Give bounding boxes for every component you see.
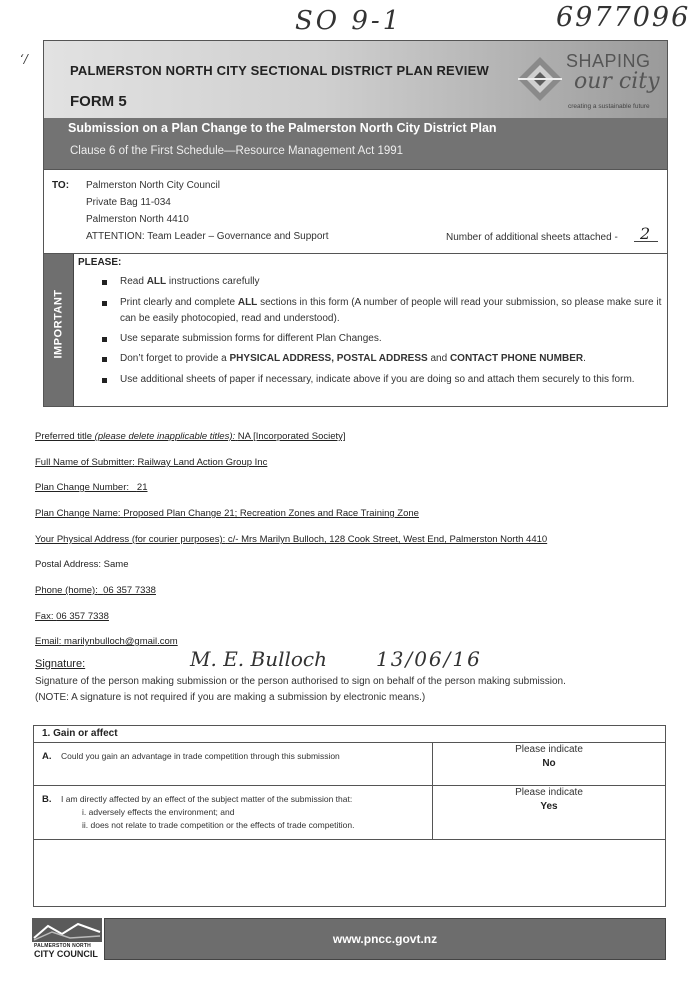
instruction-item: Use additional sheets of paper if necessary, indicate above if you are doing so and attach them securely to this form. (120, 374, 635, 385)
indicate-label: Please indicate (515, 744, 583, 755)
shaping-our-city-logo (516, 49, 666, 115)
plan-change-number-field[interactable] (35, 482, 148, 493)
plan-change-name-field[interactable] (35, 508, 419, 519)
handwritten-reference-a: SO 9-1 (295, 6, 403, 36)
submitter-name-label: Full Name of Submitter: (35, 457, 135, 468)
council-name-line2: CITY COUNCIL (34, 949, 98, 959)
preferred-title-label: Preferred title (35, 431, 93, 442)
submitter-name-value: Railway Land Action Group Inc (137, 457, 268, 468)
instruction-item: Use separate submission forms for different Plan Changes. (120, 333, 382, 344)
logo-text-top: SHAPING (566, 51, 651, 71)
postal-address-label: Postal Address: (35, 559, 102, 570)
email-label: Email: (35, 636, 62, 647)
gain-table-header (34, 726, 665, 743)
fax-value: 06 357 7338 (56, 611, 109, 622)
instruction-item: Read ALL instructions carefully (120, 276, 260, 287)
to-line: Palmerston North City Council (86, 180, 220, 191)
postal-address-value: Same (103, 559, 129, 570)
please-heading: PLEASE: (78, 257, 122, 268)
handwritten-date[interactable]: 13/06/16 (376, 647, 482, 671)
handwritten-margin-mark: ʻ/ (20, 52, 28, 66)
handwritten-reference-b: 6977096 (556, 2, 691, 33)
important-side-tab (44, 254, 74, 406)
question-letter: A. (42, 751, 52, 762)
footer (30, 916, 666, 961)
plan-change-name-label: Plan Change Name: (35, 508, 121, 519)
logo-tagline: creating a sustainable future (568, 103, 650, 110)
physical-address-label: Your Physical Address (for courier purposes): (35, 534, 226, 545)
website-link[interactable]: www.pncc.govt.nz (332, 932, 438, 946)
bullet-icon (102, 357, 107, 362)
plan-change-name-value: Proposed Plan Change 21; Recreation Zones and Race Training Zone (123, 508, 419, 519)
postal-address-field[interactable] (35, 559, 128, 570)
council-logo-mark-icon (32, 918, 102, 942)
fax-field[interactable] (35, 611, 109, 622)
answer-a[interactable]: No (542, 758, 556, 769)
instruction-item: Print clearly and complete ALL sections in this form (A number of people will read your submission, so please make sure it can be easily photocopied, read and understood). (120, 297, 662, 324)
blank-comment-area[interactable] (34, 840, 665, 906)
footer-bar (104, 918, 666, 960)
plan-change-number-value: 21 (136, 482, 148, 493)
fax-label: Fax: (35, 611, 54, 622)
bullet-icon (102, 378, 107, 383)
gain-or-affect-table (33, 725, 666, 907)
important-label: IMPORTANT (52, 289, 65, 359)
form-title: Submission on a Plan Change to the Palmerston North City District Plan (68, 121, 497, 135)
form-subtitle: Clause 6 of the First Schedule—Resource Management Act 1991 (70, 145, 404, 157)
submitter-name-field[interactable] (35, 457, 267, 468)
preferred-title-value: NA [Incorporated Society] (237, 431, 346, 442)
bullet-icon (102, 301, 107, 306)
question-text: Could you gain an advantage in trade competition through this submission (61, 751, 340, 761)
question-text: I am directly affected by an effect of the subject matter of the submission that: (61, 794, 353, 804)
question-sub-item: i. adversely effects the environment; and (82, 807, 235, 817)
question-letter: B. (42, 794, 52, 805)
additional-sheets-underline (634, 241, 658, 242)
council-logo (30, 916, 104, 961)
logo-text-mid: our city (574, 69, 660, 94)
signature-electronic-note: (NOTE: A signature is not required if you are making a submission by electronic means.) (35, 692, 426, 703)
handwritten-signature[interactable]: M. E. Bulloch (190, 647, 328, 671)
to-label: TO: (52, 180, 70, 191)
gain-table-title: 1. Gain or affect (42, 728, 118, 739)
physical-address-field[interactable] (35, 534, 547, 545)
to-block (43, 170, 668, 254)
additional-sheets-value[interactable]: 2 (640, 224, 651, 243)
form-number: FORM 5 (70, 93, 127, 110)
plan-change-number-label: Plan Change Number: (35, 482, 129, 493)
phone-field[interactable] (35, 585, 156, 596)
question-row-b (34, 786, 665, 840)
phone-value: 06 357 7338 (103, 585, 156, 596)
question-row-a (34, 742, 665, 786)
email-value: marilynbulloch@gmail.com (64, 636, 178, 647)
council-name-line1: PALMERSTON NORTH (34, 943, 91, 949)
additional-sheets-label: Number of additional sheets attached - (446, 232, 618, 243)
form-header (43, 40, 668, 170)
bullet-icon (102, 280, 107, 285)
physical-address-value: c/- Mrs Marilyn Bulloch, 128 Cook Street, West End, Palmerston North 4410 (227, 534, 548, 545)
bullet-icon (102, 337, 107, 342)
answer-b[interactable]: Yes (540, 801, 558, 812)
phone-label: Phone (home): (35, 585, 98, 596)
important-block (43, 253, 668, 407)
indicate-label: Please indicate (515, 787, 583, 798)
logo-mark-icon (516, 55, 564, 103)
to-line: Palmerston North 4410 (86, 214, 189, 225)
signature-note: Signature of the person making submission or the person authorised to sign on behalf of the person making submission. (35, 676, 566, 687)
question-sub-item: ii. does not relate to trade competition or the effects of trade competition. (82, 820, 355, 830)
instruction-item: Don’t forget to provide a PHYSICAL ADDRESS, POSTAL ADDRESS and CONTACT PHONE NUMBER. (120, 353, 586, 364)
preferred-title-field[interactable] (35, 431, 346, 442)
preferred-title-hint: (please delete inapplicable titles): (94, 431, 236, 442)
email-field[interactable] (35, 636, 178, 647)
signature-label: Signature: (35, 658, 86, 670)
to-line: Private Bag 11-034 (86, 197, 171, 208)
series-title: PALMERSTON NORTH CITY SECTIONAL DISTRICT PLAN REVIEW (70, 63, 489, 78)
to-line: ATTENTION: Team Leader – Governance and Support (86, 231, 329, 242)
